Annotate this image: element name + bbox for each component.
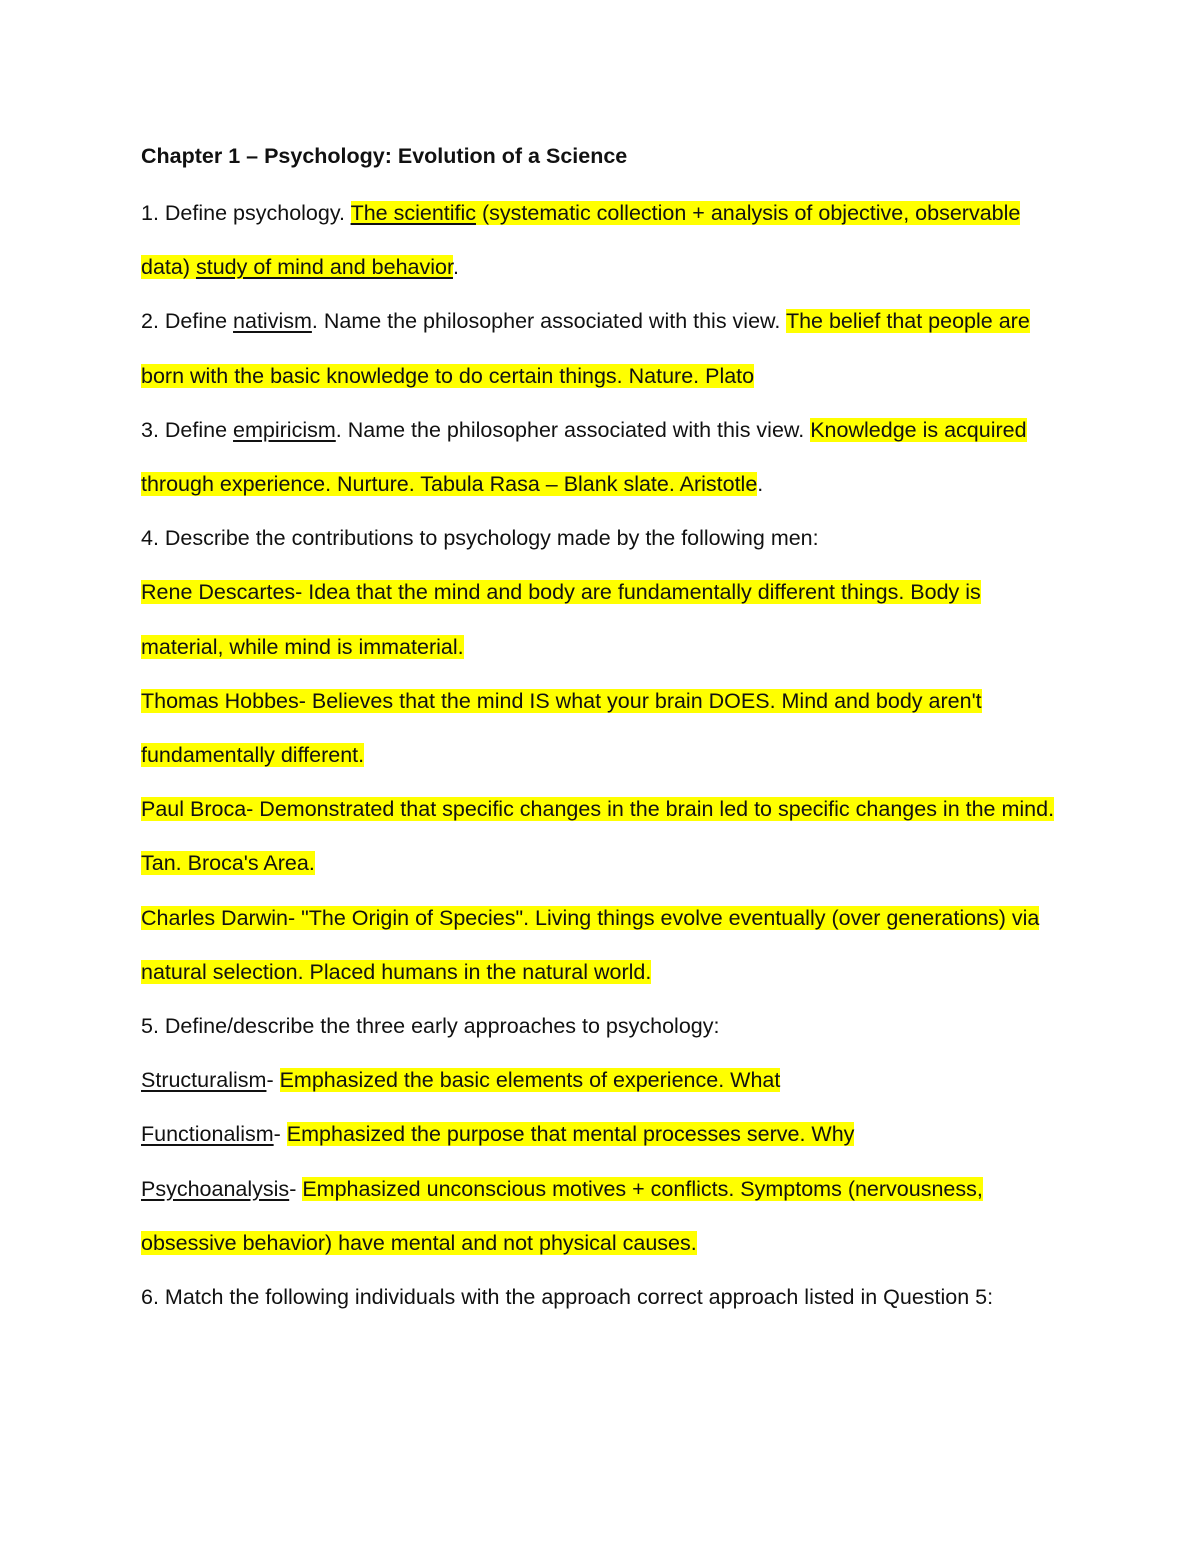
question-1-answer-part: The scientific <box>350 201 477 225</box>
answer-broca <box>141 782 1061 890</box>
answer-descartes <box>141 565 1061 673</box>
answer-hobbes <box>141 674 1061 782</box>
question-1-text: 1. Define psychology. <box>141 201 351 225</box>
question-3-text: . Name the philosopher associated with this view. <box>335 417 811 442</box>
approach-term: Psychoanalysis <box>141 1176 290 1201</box>
question-3 <box>141 403 1061 511</box>
question-2-text: . Name the philosopher associated with this view. <box>311 309 786 334</box>
question-1-end: . <box>452 255 459 280</box>
question-1 <box>141 186 1061 294</box>
approach-sep: - <box>289 1176 303 1201</box>
approach-term: Structuralism <box>141 1068 267 1093</box>
approach-sep: - <box>266 1068 280 1093</box>
question-1-answer-part: study of mind and behavior <box>195 255 453 280</box>
answer-text: Paul Broca- Demonstrated that specific changes in the brain led to specific changes in the mind. Tan. Broca's Area. <box>141 797 1055 876</box>
question-5: 5. Define/describe the three early approaches to psychology: <box>141 1014 720 1039</box>
answer-text: Thomas Hobbes- Believes that the mind IS what your brain DOES. Mind and body aren't fundamentally different. <box>141 688 982 768</box>
question-1-answer-part: (systematic collection + analysis of objective, observable data) <box>141 201 1021 280</box>
approach-structuralism <box>141 1053 1061 1107</box>
approach-psychoanalysis <box>141 1162 1061 1270</box>
question-3-answer: Knowledge is acquired through experience. Nurture. Tabula Rasa – Blank slate. Aristotle <box>141 417 1027 497</box>
approach-sep: - <box>273 1122 287 1147</box>
approach-answer: Emphasized the basic elements of experience. What <box>279 1068 781 1093</box>
question-2 <box>141 294 1061 402</box>
answer-text: Rene Descartes- Idea that the mind and body are fundamentally different things. Body is material, while mind is immaterial. <box>141 580 981 659</box>
question-4: 4. Describe the contributions to psychology made by the following men: <box>141 526 819 551</box>
question-2-text: 2. Define <box>141 309 234 334</box>
answer-darwin <box>141 891 1061 999</box>
approach-functionalism <box>141 1107 1061 1161</box>
question-3-end: . <box>757 472 764 497</box>
document-body <box>141 136 1061 1324</box>
page-title: Chapter 1 – Psychology: Evolution of a Science <box>141 144 628 168</box>
question-2-term: nativism <box>233 309 312 334</box>
answer-text: Charles Darwin- "The Origin of Species". Living things evolve eventually (over generations) via natural selection. Placed humans in the natural world. <box>141 905 1040 984</box>
approach-term: Functionalism <box>141 1122 274 1147</box>
question-2-answer: The belief that people are born with the basic knowledge to do certain things. Nature. Plato <box>141 309 1030 388</box>
question-3-term: empiricism <box>233 417 336 442</box>
approach-answer: Emphasized unconscious motives + conflicts. Symptoms (nervousness, obsessive behavior) have mental and not physical causes. <box>141 1176 983 1255</box>
approach-answer: Emphasized the purpose that mental processes serve. Why <box>286 1122 855 1147</box>
question-6: 6. Match the following individuals with the approach correct approach listed in Question 5: <box>141 1285 994 1310</box>
question-3-text: 3. Define <box>141 417 234 442</box>
